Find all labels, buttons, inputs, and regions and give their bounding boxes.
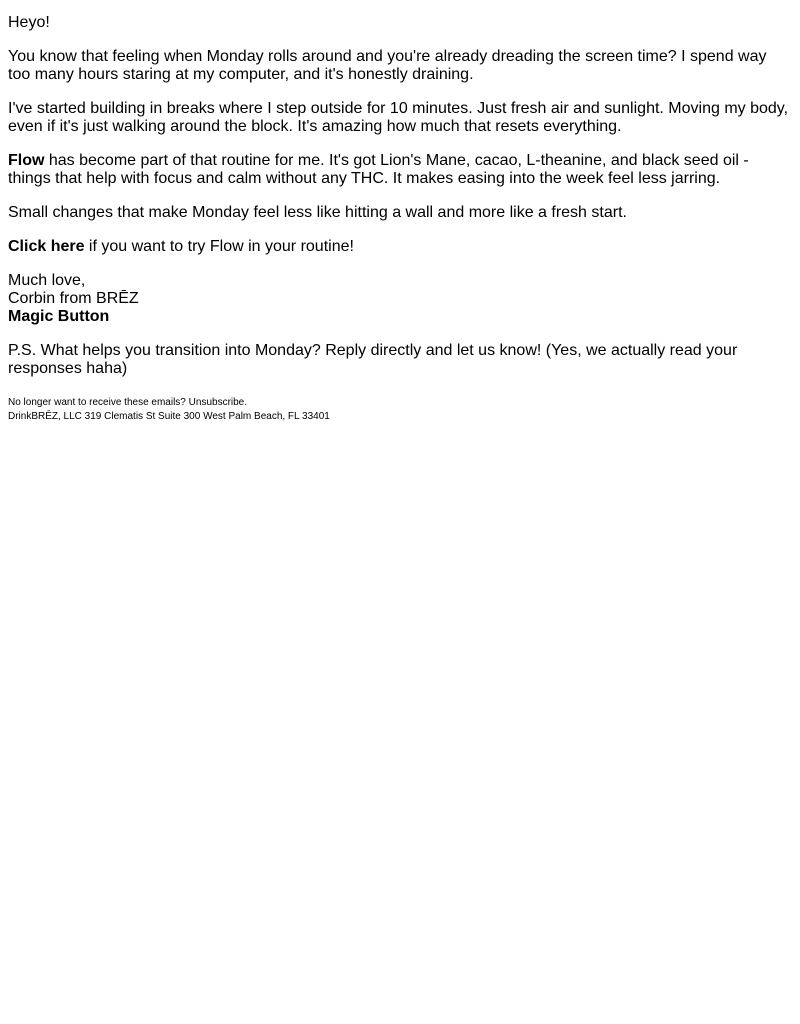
greeting: Heyo! [8, 14, 50, 31]
postscript: P.S. What helps you transition into Monday? Reply directly and let us know! (Yes, we actually read your responses haha) [8, 342, 738, 377]
signoff [8, 272, 792, 326]
unsubscribe-link[interactable]: Unsubscribe. [188, 397, 248, 408]
paragraph-flow-text: has become part of that routine for me. It's got Lion's Mane, cacao, L-theanine, and black seed oil - things that help with focus and calm without any THC. It makes easing into the week feel less jarring. [8, 152, 749, 187]
sender-name: Corbin from BRĒZ [8, 290, 139, 307]
product-name-flow: Flow [8, 152, 45, 169]
closing: Much love, [8, 272, 86, 289]
footer [8, 394, 792, 424]
unsubscribe-line [8, 396, 792, 410]
paragraph-small-changes: Small changes that make Monday feel less like hitting a wall and more like a fresh start. [8, 204, 627, 221]
click-here-link[interactable]: Click here [8, 238, 85, 255]
cta-text: if you want to try Flow in your routine! [84, 238, 354, 255]
paragraph-screen-time: You know that feeling when Monday rolls around and you're already dreading the screen time? I spend way too many hours staring at my computer, and it's honestly draining. [8, 48, 767, 83]
cta-line [8, 238, 792, 256]
unsubscribe-prompt: No longer want to receive these emails? [8, 397, 189, 408]
company-address: DrinkBRĒZ, LLC 319 Clematis St Suite 300 West Palm Beach, FL 33401 [8, 411, 330, 422]
paragraph-flow [8, 152, 792, 188]
magic-button[interactable]: Magic Button [8, 308, 110, 325]
paragraph-breaks: I've started building in breaks where I step outside for 10 minutes. Just fresh air and sunlight. Moving my body, even if it's just walking around the block. It's amazing how much that resets everything. [8, 100, 789, 135]
email-body [0, 0, 800, 424]
